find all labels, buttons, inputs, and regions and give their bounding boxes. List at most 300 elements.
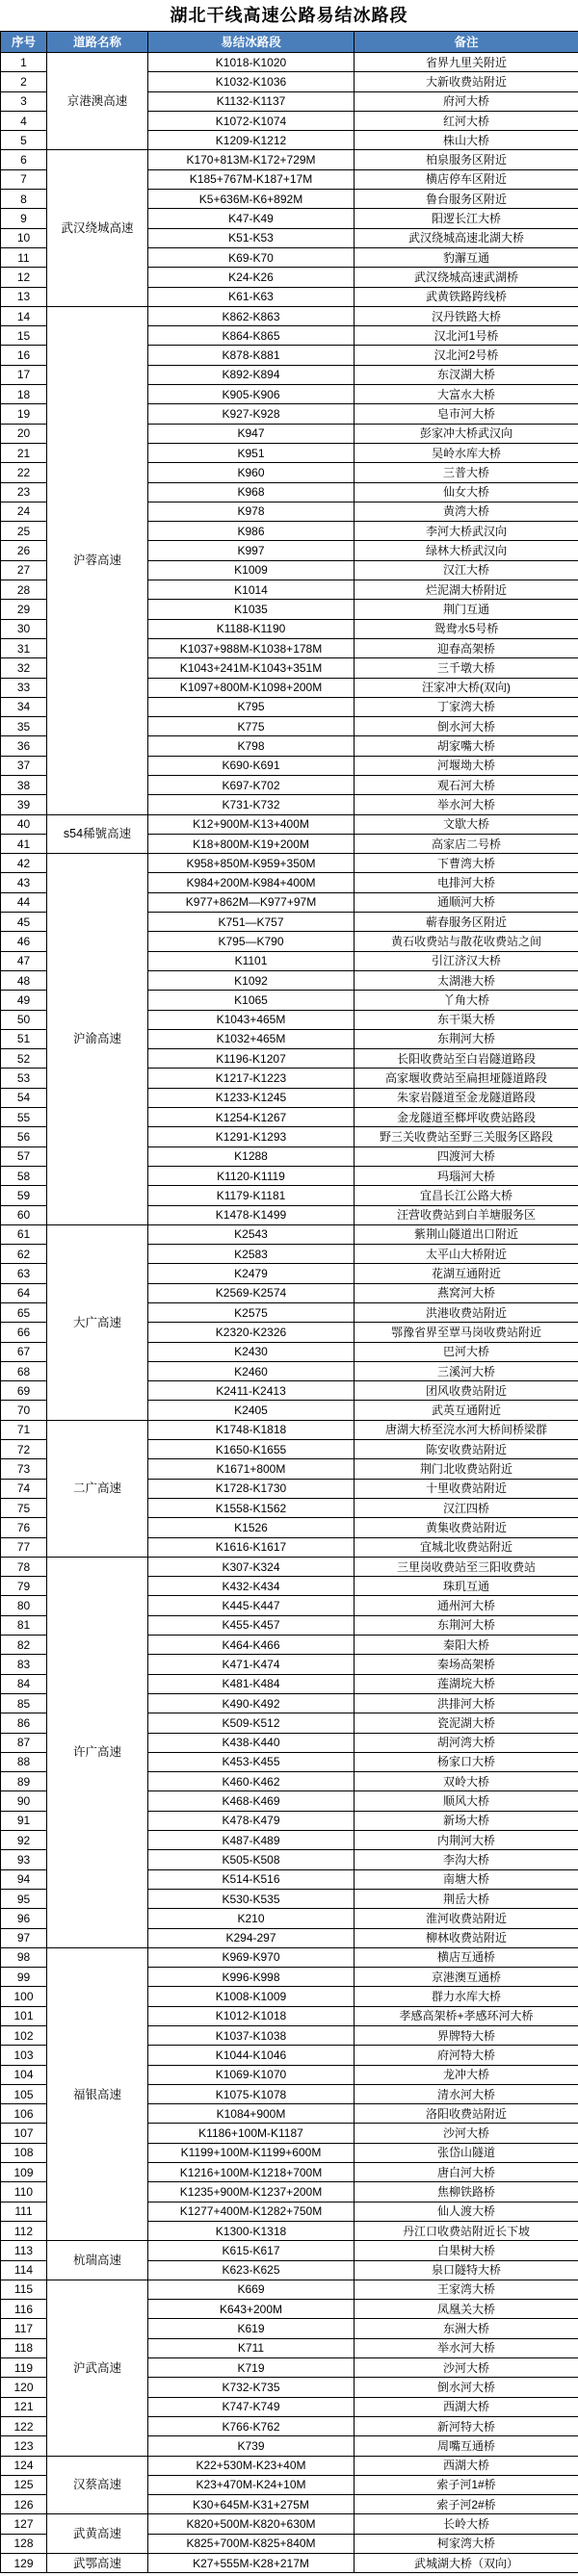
remark: 西湖大桥 [355, 2456, 578, 2475]
ice-section: K892-K894 [148, 365, 355, 384]
ice-section: K2479 [148, 1264, 355, 1283]
remark: 东荆河大桥 [355, 1029, 578, 1048]
ice-section: K2411-K2413 [148, 1381, 355, 1401]
row-number: 15 [1, 326, 47, 346]
remark: 内荆河大桥 [355, 1831, 578, 1850]
row-number: 126 [1, 2495, 47, 2514]
row-number: 85 [1, 1693, 47, 1713]
remark: 顺风大桥 [355, 1791, 578, 1811]
remark: 迎春高架桥 [355, 638, 578, 657]
remark: 界牌特大桥 [355, 2025, 578, 2045]
remark: 府河特大桥 [355, 2046, 578, 2065]
ice-section: K464-K466 [148, 1636, 355, 1655]
row-number: 18 [1, 385, 47, 404]
ice-section: K775 [148, 717, 355, 736]
remark: 四渡河大桥 [355, 1146, 578, 1166]
remark: 三溪河大桥 [355, 1361, 578, 1380]
row-number: 60 [1, 1205, 47, 1224]
ice-section: K1092 [148, 970, 355, 990]
road-name: s54稀號高速 [47, 814, 148, 854]
row-number: 83 [1, 1655, 47, 1674]
remark: 柯家湾大桥 [355, 2534, 578, 2553]
ice-section: K478-K479 [148, 1811, 355, 1830]
remark: 团风收费站附近 [355, 1381, 578, 1401]
row-number: 43 [1, 873, 47, 892]
row-number: 62 [1, 1245, 47, 1264]
ice-section: K751—K757 [148, 913, 355, 932]
remark: 双岭大桥 [355, 1772, 578, 1791]
remark: 燕窝河大桥 [355, 1283, 578, 1302]
remark: 丹江口收费站附近长下坡 [355, 2221, 578, 2240]
row-number: 99 [1, 1968, 47, 1987]
ice-section: K27+555M-K28+217M [148, 2554, 355, 2573]
ice-section: K294-297 [148, 1928, 355, 1947]
remark: 花湖互通附近 [355, 1264, 578, 1283]
row-number: 109 [1, 2163, 47, 2182]
remark: 高家堰收费站至扁担垭隧道路段 [355, 1069, 578, 1088]
ice-section: K514-K516 [148, 1869, 355, 1889]
table-row [1, 2514, 578, 2534]
remark: 武黄铁路跨线桥 [355, 287, 578, 306]
row-number: 33 [1, 678, 47, 697]
remark: 观石河大桥 [355, 775, 578, 794]
table-row [1, 306, 578, 325]
row-number: 8 [1, 190, 47, 209]
remark: 秦场高架桥 [355, 1655, 578, 1674]
row-number: 72 [1, 1440, 47, 1459]
row-number: 112 [1, 2221, 47, 2240]
remark: 孝感高架桥+孝感环河大桥 [355, 2006, 578, 2025]
ice-section: K1014 [148, 580, 355, 600]
ice-section: K1526 [148, 1518, 355, 1537]
road-name: 武汉绕城高速 [47, 150, 148, 306]
road-name: 武鄂高速 [47, 2554, 148, 2573]
ice-section: K1209-K1212 [148, 131, 355, 150]
remark: 丫角大桥 [355, 991, 578, 1010]
ice-section: K1196-K1207 [148, 1049, 355, 1069]
ice-section: K210 [148, 1909, 355, 1928]
row-number: 28 [1, 580, 47, 600]
remark: 李河大桥武汉向 [355, 522, 578, 541]
row-number: 1 [1, 53, 47, 72]
row-number: 119 [1, 2358, 47, 2378]
remark: 珠玑互通 [355, 1577, 578, 1596]
remark: 巴河大桥 [355, 1342, 578, 1361]
ice-section: K1254-K1267 [148, 1108, 355, 1127]
remark: 横店互通桥 [355, 1947, 578, 1967]
remark: 索子河2#桥 [355, 2495, 578, 2514]
row-number: 5 [1, 131, 47, 150]
ice-section: K997 [148, 541, 355, 560]
ice-section: K1179-K1181 [148, 1186, 355, 1205]
row-number: 111 [1, 2202, 47, 2221]
ice-section: K1728-K1730 [148, 1479, 355, 1498]
row-number: 25 [1, 522, 47, 541]
row-number: 105 [1, 2084, 47, 2103]
remark: 柳林收费站附近 [355, 1928, 578, 1947]
remark: 三普大桥 [355, 463, 578, 482]
ice-section: K1748-K1818 [148, 1420, 355, 1439]
remark: 豹澥互通 [355, 247, 578, 267]
row-number: 20 [1, 424, 47, 443]
remark: 洛阳收费站附近 [355, 2104, 578, 2124]
ice-section: K1037+988M-K1038+178M [148, 638, 355, 657]
remark: 胡河湾大桥 [355, 1733, 578, 1752]
ice-section: K1072-K1074 [148, 111, 355, 130]
row-number: 113 [1, 2241, 47, 2260]
row-number: 95 [1, 1889, 47, 1908]
remark: 举水河大桥 [355, 795, 578, 814]
remark: 下曹湾大桥 [355, 854, 578, 873]
remark: 文歇大桥 [355, 814, 578, 834]
ice-section: K1120-K1119 [148, 1166, 355, 1185]
row-number: 79 [1, 1577, 47, 1596]
remark: 焦柳铁路桥 [355, 2182, 578, 2202]
row-number: 19 [1, 404, 47, 424]
ice-section: K2320-K2326 [148, 1323, 355, 1342]
row-number: 13 [1, 287, 47, 306]
ice-section: K960 [148, 463, 355, 482]
row-number: 42 [1, 854, 47, 873]
table-body [1, 53, 578, 2573]
remark: 白果树大桥 [355, 2241, 578, 2260]
remark: 索子河1#桥 [355, 2475, 578, 2494]
ice-section: K1035 [148, 600, 355, 619]
remark: 三里岗收费站至三阳收费站 [355, 1557, 578, 1576]
remark: 金龙隧道至榔坪收费站路段 [355, 1108, 578, 1127]
remark: 大新收费站附近 [355, 72, 578, 91]
remark: 京港澳互通桥 [355, 1968, 578, 1987]
ice-section: K732-K735 [148, 2378, 355, 2397]
row-number: 91 [1, 1811, 47, 1830]
ice-section: K711 [148, 2338, 355, 2357]
ice-section: K1233-K1245 [148, 1088, 355, 1107]
remark: 群力水库大桥 [355, 1987, 578, 2006]
road-name: 杭瑞高速 [47, 2241, 148, 2280]
ice-section: K445-K447 [148, 1596, 355, 1615]
row-number: 100 [1, 1987, 47, 2006]
header-road-name: 道路名称 [47, 32, 148, 53]
remark: 宜城北收费站附近 [355, 1537, 578, 1557]
remark: 汉丹铁路大桥 [355, 306, 578, 325]
ice-section: K509-K512 [148, 1713, 355, 1733]
table-row [1, 2456, 578, 2475]
row-number: 120 [1, 2378, 47, 2397]
remark: 黄湾大桥 [355, 502, 578, 521]
table-header-row [1, 32, 578, 53]
remark: 龙冲大桥 [355, 2065, 578, 2084]
row-number: 124 [1, 2456, 47, 2475]
row-number: 128 [1, 2534, 47, 2553]
ice-section: K862-K863 [148, 306, 355, 325]
remark: 东洲大桥 [355, 2319, 578, 2338]
row-number: 116 [1, 2300, 47, 2319]
row-number: 66 [1, 1323, 47, 1342]
ice-section: K1012-K1018 [148, 2006, 355, 2025]
row-number: 129 [1, 2554, 47, 2573]
remark: 汪营收费站到白羊塘服务区 [355, 1205, 578, 1224]
row-number: 56 [1, 1127, 47, 1146]
ice-section: K968 [148, 482, 355, 502]
ice-section: K1132-K1137 [148, 91, 355, 111]
ice-section: K1044-K1046 [148, 2046, 355, 2065]
ice-section: K1188-K1190 [148, 619, 355, 638]
ice-section: K530-K535 [148, 1889, 355, 1908]
remark: 引江济汉大桥 [355, 951, 578, 970]
row-number: 114 [1, 2260, 47, 2280]
row-number: 104 [1, 2065, 47, 2084]
ice-section: K1097+800M-K1098+200M [148, 678, 355, 697]
remark: 府河大桥 [355, 91, 578, 111]
row-number: 35 [1, 717, 47, 736]
row-number: 22 [1, 463, 47, 482]
row-number: 71 [1, 1420, 47, 1439]
ice-section: K739 [148, 2436, 355, 2456]
row-number: 76 [1, 1518, 47, 1537]
row-number: 4 [1, 111, 47, 130]
remark: 武汉绕城高速武湖桥 [355, 268, 578, 287]
remark: 皂市河大桥 [355, 404, 578, 424]
remark: 鸳鸯水5号桥 [355, 619, 578, 638]
row-number: 67 [1, 1342, 47, 1361]
ice-section: K864-K865 [148, 326, 355, 346]
ice-section: K18+800M-K19+200M [148, 834, 355, 853]
road-name: 二广高速 [47, 1420, 148, 1557]
ice-section: K170+813M-K172+729M [148, 150, 355, 169]
row-number: 75 [1, 1498, 47, 1517]
ice-section: K623-K625 [148, 2260, 355, 2280]
ice-section: K977+862M—K977+97M [148, 892, 355, 912]
remark: 东干渠大桥 [355, 1010, 578, 1029]
remark: 荆门互通 [355, 600, 578, 619]
row-number: 78 [1, 1557, 47, 1576]
ice-section: K795—K790 [148, 932, 355, 951]
row-number: 10 [1, 228, 47, 247]
ice-section: K1216+100M-K1218+700M [148, 2163, 355, 2182]
row-number: 103 [1, 2046, 47, 2065]
remark: 太平山大桥附近 [355, 1245, 578, 1264]
table-row [1, 814, 578, 834]
remark: 黄石收费站与散花收费站之间 [355, 932, 578, 951]
ice-section: K2583 [148, 1245, 355, 1264]
ice-section: K1008-K1009 [148, 1987, 355, 2006]
row-number: 81 [1, 1615, 47, 1635]
remark: 宜昌长江公路大桥 [355, 1186, 578, 1205]
ice-section: K2405 [148, 1401, 355, 1420]
ice-section: K731-K732 [148, 795, 355, 814]
header-ice-section: 易结冰路段 [148, 32, 355, 53]
ice-section: K1235+900M-K1237+200M [148, 2182, 355, 2202]
row-number: 102 [1, 2025, 47, 2045]
page-title: 湖北干线高速公路易结冰路段 [170, 6, 408, 25]
ice-section: K905-K906 [148, 385, 355, 404]
row-number: 98 [1, 1947, 47, 1967]
row-number: 84 [1, 1674, 47, 1693]
ice-section: K51-K53 [148, 228, 355, 247]
ice-section: K766-K762 [148, 2416, 355, 2435]
row-number: 93 [1, 1850, 47, 1869]
ice-section: K927-K928 [148, 404, 355, 424]
remark: 洪排河大桥 [355, 1693, 578, 1713]
ice-section: K1069-K1070 [148, 2065, 355, 2084]
remark: 大富水大桥 [355, 385, 578, 404]
table-row [1, 53, 578, 72]
remark: 通州河大桥 [355, 1596, 578, 1615]
ice-section: K978 [148, 502, 355, 521]
row-number: 23 [1, 482, 47, 502]
ice-section: K820+500M-K820+630M [148, 2514, 355, 2534]
road-name: 京港澳高速 [47, 53, 148, 150]
road-name: 沪武高速 [47, 2280, 148, 2456]
ice-section: K825+700M-K825+840M [148, 2534, 355, 2553]
row-number: 61 [1, 1224, 47, 1244]
ice-section: K697-K702 [148, 775, 355, 794]
row-number: 55 [1, 1108, 47, 1127]
remark: 黄集收费站附近 [355, 1518, 578, 1537]
ice-section: K505-K508 [148, 1850, 355, 1869]
ice-section: K5+636M-K6+892M [148, 190, 355, 209]
ice-section: K1032+465M [148, 1029, 355, 1048]
table-row [1, 1947, 578, 1967]
row-number: 101 [1, 2006, 47, 2025]
row-number: 125 [1, 2475, 47, 2494]
row-number: 36 [1, 736, 47, 756]
row-number: 17 [1, 365, 47, 384]
row-number: 46 [1, 932, 47, 951]
row-number: 37 [1, 756, 47, 775]
row-number: 69 [1, 1381, 47, 1401]
ice-section: K185+767M-K187+17M [148, 169, 355, 189]
remark: 陈安收费站附近 [355, 1440, 578, 1459]
remark: 武城湖大桥（双向） [355, 2554, 578, 2573]
ice-section: K432-K434 [148, 1577, 355, 1596]
row-number: 58 [1, 1166, 47, 1185]
remark: 鄂豫省界至覃马岗收费站附近 [355, 1323, 578, 1342]
row-number: 96 [1, 1909, 47, 1928]
remark: 红河大桥 [355, 111, 578, 130]
remark: 清水河大桥 [355, 2084, 578, 2103]
remark: 新场大桥 [355, 1811, 578, 1830]
road-name: 武黄高速 [47, 2514, 148, 2554]
ice-section: K490-K492 [148, 1693, 355, 1713]
ice-section: K1558-K1562 [148, 1498, 355, 1517]
table-row [1, 1224, 578, 1244]
row-number: 47 [1, 951, 47, 970]
row-number: 57 [1, 1146, 47, 1166]
remark: 紫荆山隧道出口附近 [355, 1224, 578, 1244]
ice-section: K1084+900M [148, 2104, 355, 2124]
remark: 十里收费站附近 [355, 1479, 578, 1498]
ice-section: K2430 [148, 1342, 355, 1361]
ice-section: K795 [148, 697, 355, 716]
ice-section: K47-K49 [148, 209, 355, 228]
row-number: 3 [1, 91, 47, 111]
ice-section: K1009 [148, 560, 355, 580]
row-number: 121 [1, 2397, 47, 2416]
row-number: 49 [1, 991, 47, 1010]
road-name: 沪渝高速 [47, 854, 148, 1225]
row-number: 2 [1, 72, 47, 91]
ice-section: K1186+100M-K1187 [148, 2124, 355, 2143]
ice-section: K798 [148, 736, 355, 756]
remark: 长阳收费站至白岩隧道路段 [355, 1049, 578, 1069]
row-number: 30 [1, 619, 47, 638]
ice-section: K1101 [148, 951, 355, 970]
remark: 野三关收费站至野三关服务区路段 [355, 1127, 578, 1146]
table-row [1, 2241, 578, 2260]
row-number: 64 [1, 1283, 47, 1302]
remark: 王家湾大桥 [355, 2280, 578, 2299]
ice-section: K2575 [148, 1303, 355, 1323]
road-name: 福银高速 [47, 1947, 148, 2240]
ice-section: K22+530M-K23+40M [148, 2456, 355, 2475]
ice-section: K747-K749 [148, 2397, 355, 2416]
remark: 高家店二号桥 [355, 834, 578, 853]
row-number: 40 [1, 814, 47, 834]
header-remark: 备注 [355, 32, 578, 53]
ice-section: K947 [148, 424, 355, 443]
row-number: 122 [1, 2416, 47, 2435]
road-name: 沪蓉高速 [47, 306, 148, 814]
row-number: 106 [1, 2104, 47, 2124]
ice-section: K438-K440 [148, 1733, 355, 1752]
table-row [1, 1420, 578, 1439]
ice-section: K23+470M-K24+10M [148, 2475, 355, 2494]
row-number: 29 [1, 600, 47, 619]
row-number: 115 [1, 2280, 47, 2299]
ice-section: K1043+241M-K1043+351M [148, 658, 355, 678]
remark: 东汊湖大桥 [355, 365, 578, 384]
remark: 沙河大桥 [355, 2124, 578, 2143]
ice-section: K1043+465M [148, 1010, 355, 1029]
row-number: 52 [1, 1049, 47, 1069]
row-number: 12 [1, 268, 47, 287]
remark: 朱家岩隧道至金龙隧道路段 [355, 1088, 578, 1107]
remark: 通顺河大桥 [355, 892, 578, 912]
ice-section: K1300-K1318 [148, 2221, 355, 2240]
remark: 横店停车区附近 [355, 169, 578, 189]
remark: 举水河大桥 [355, 2338, 578, 2357]
row-number: 51 [1, 1029, 47, 1048]
row-number: 9 [1, 209, 47, 228]
row-number: 123 [1, 2436, 47, 2456]
remark: 三千墩大桥 [355, 658, 578, 678]
row-number: 26 [1, 541, 47, 560]
ice-section: K1288 [148, 1146, 355, 1166]
row-number: 127 [1, 2514, 47, 2534]
row-number: 74 [1, 1479, 47, 1498]
remark: 武汉绕城高速北湖大桥 [355, 228, 578, 247]
ice-section: K719 [148, 2358, 355, 2378]
remark: 西湖大桥 [355, 2397, 578, 2416]
ice-section: K481-K484 [148, 1674, 355, 1693]
remark: 烂泥湖大桥附近 [355, 580, 578, 600]
remark: 东荆河大桥 [355, 1615, 578, 1635]
ice-section: K615-K617 [148, 2241, 355, 2260]
row-number: 7 [1, 169, 47, 189]
remark: 新河特大桥 [355, 2416, 578, 2435]
row-number: 94 [1, 1869, 47, 1889]
ice-section: K958+850M-K959+350M [148, 854, 355, 873]
row-number: 21 [1, 443, 47, 462]
remark: 汉北河2号桥 [355, 346, 578, 365]
ice-section: K1037-K1038 [148, 2025, 355, 2045]
row-number: 87 [1, 1733, 47, 1752]
table-row [1, 150, 578, 169]
row-number: 89 [1, 1772, 47, 1791]
table-row [1, 1557, 578, 1576]
row-number: 90 [1, 1791, 47, 1811]
